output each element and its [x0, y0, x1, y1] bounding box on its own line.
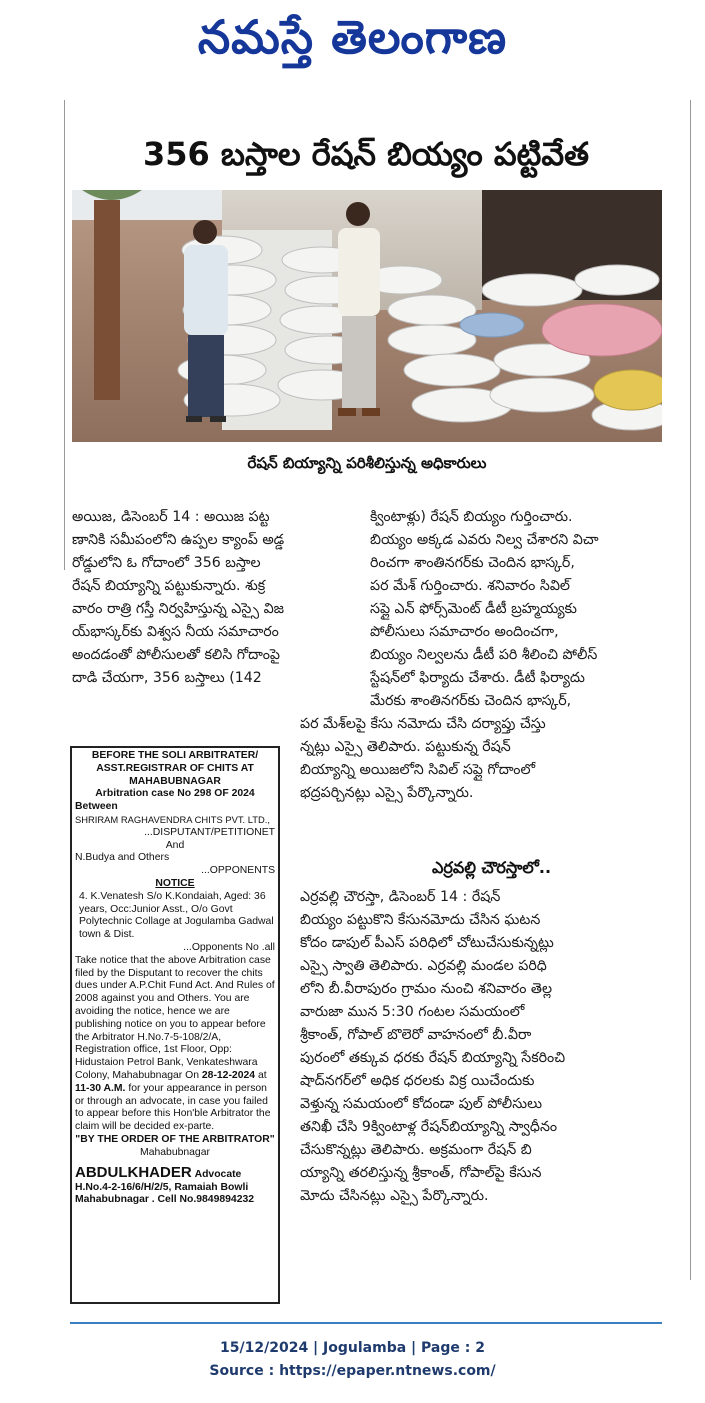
notice-body-text-cont: for your appearance in person or through an advocate, in case you failed to appear before this Hon'ble Arbitrator the claim will be decided ex-parte.: [75, 1082, 271, 1133]
body-line: శ్రీకాంత్, గోపాల్ బొలెరో వాహనంలో బీ.వీరా: [300, 1027, 532, 1043]
advocate-title: Advocate: [194, 1168, 242, 1180]
notice-petitioner: SHRIRAM RAGHAVENDRA CHITS PVT. LTD.,: [75, 813, 270, 825]
photo-caption: రేషన్ బియ్యాన్ని పరిశీలిస్తున్న అధికారులు: [247, 454, 487, 472]
notice-time: 11-30 A.M.: [75, 1082, 126, 1094]
article-second-section: [300, 886, 672, 1208]
body-line: దాడి చేయగా, 356 బస్తాలు (142: [72, 670, 262, 686]
notice-heading: NOTICE: [155, 877, 195, 889]
footer-source-link[interactable]: Source : https://epaper.ntnews.com/: [209, 1363, 496, 1379]
notice-order-place: Mahabubnagar: [140, 1146, 210, 1158]
body-line: అందడంతో పోలీసులతో కలిసి గోదాంపై: [72, 647, 280, 663]
notice-date: 28-12-2024: [201, 1069, 256, 1081]
advocate-signature: [75, 1164, 275, 1182]
notice-respondents: N.Budya and Others: [75, 852, 170, 864]
notice-opponent-role: ...Opponents No .all: [183, 941, 275, 953]
notice-petitioner-role: ...DISPUTANT/PETITIONET: [144, 826, 275, 838]
body-line: కోదం డాపుల్ పీఎస్ పరిధిలో చోటుచేసుకున్నట్లు: [300, 935, 554, 951]
masthead-title: నమస్తే తెలంగాణ: [197, 10, 508, 64]
notice-title-line: MAHABUBNAGAR: [129, 775, 221, 787]
notice-body: [75, 955, 275, 1134]
article-left-column: [72, 506, 358, 690]
advocate-contact: Mahabubnagar . Cell No.9849894232: [75, 1194, 255, 1206]
cutoff-text-strip: [70, 96, 670, 102]
notice-opponent-details: 4. K.Venatesh S/o K.Kondaiah, Aged: 36 years, Occ:Junior Asst., O/o Govt Polytechnic Collage at Jogulamba Gadwal town & Dist.: [79, 890, 274, 941]
body-line: వెళ్తున్న సమయంలో కోదండా పుల్ పోలీసులు: [300, 1096, 543, 1112]
notice-respondents-role: ...OPPONENTS: [201, 865, 275, 877]
article-headline: 356 బస్తాల రేషన్ బియ్యం పట్టివేత: [142, 135, 590, 173]
body-line: పర మేశ్‌లపై కేసు నమోదు చేసి దర్యాప్తు చేస్తు: [300, 716, 546, 732]
body-line: పోలీసులు సమాచారం అందించగా,: [370, 624, 559, 640]
column-rule-right: [690, 100, 691, 1280]
advocate-name: ABDULKHADER: [75, 1163, 192, 1181]
body-line: రించగా శాంతినగర్‌కు చెందిన భాస్కర్,: [370, 555, 575, 571]
body-line: మోదు చేసినట్లు ఎస్సై పేర్కొన్నారు.: [300, 1188, 489, 1204]
body-line: ణానికి సమీపంలోని ఉప్పల క్యాంప్ అడ్డ: [72, 532, 285, 548]
body-line: య్‌భాస్కర్‌కు విశ్వస నీయ సమాచారం: [72, 624, 279, 640]
notice-title-line: ASST.REGISTRAR OF CHITS AT: [96, 762, 254, 774]
body-line: బియ్యం అక్కడ ఎవరు నిల్వ చేశారని విచా: [370, 532, 599, 548]
body-line: బియ్యం నిల్వలను డీటీ పరి శీలించి పోలీస్: [370, 647, 598, 663]
masthead: [0, 6, 705, 68]
body-line: చేసుకొన్నట్లు తెలిపారు. అక్రమంగా రేషన్ బి: [300, 1142, 532, 1158]
footer-date-line: 15/12/2024 | Jogulamba | Page : 2: [220, 1340, 485, 1356]
body-line: లోని బీ.వీరాపురం గ్రామం నుంచి శనివారం తెల్ల: [300, 981, 553, 997]
body-line: స్టేషన్‌లో ఫిర్యాదు చేశారు. డీటీ ఫిర్యాదు: [370, 670, 585, 686]
body-line: వారుజా మున 5:30 గంటల సమయంలో: [300, 1004, 525, 1020]
notice-title-line: BEFORE THE SOLI ARBITRATER/: [91, 750, 259, 761]
body-line: మేరకు శాంతినగర్‌కు చెందిన భాస్కర్,: [370, 693, 572, 709]
legal-notice-box: [70, 746, 280, 1304]
body-line: రేషన్ బియ్యాన్ని పట్టుకున్నారు. శుక్ర: [72, 578, 266, 594]
article-right-column-cont: [300, 713, 672, 805]
article-subhead: ఎర్రవల్లి చౌరస్తాలో..: [432, 858, 552, 877]
body-line: సప్లై ఎన్ ఫోర్స్‌మెంట్ డీటీ బ్రహ్మయ్యకు: [370, 601, 577, 617]
body-line: అయిజ, డిసెంబర్ 14 : అయిజ పట్ట: [72, 509, 270, 525]
notice-and: And: [165, 839, 185, 851]
body-line: బియ్యం పట్టుకొని కేసునమోదు చేసిన ఘటన: [300, 912, 541, 928]
article-photo: [72, 190, 662, 442]
body-line: క్వింటాళ్లు) రేషన్ బియ్యం గుర్తించారు.: [370, 509, 573, 525]
body-line: పర మేశ్ గుర్తించారు. శనివారం సివిల్: [370, 578, 570, 594]
body-line: ఎర్రవల్లి చౌరస్తా, డిసెంబర్ 14 : రేషన్: [300, 889, 501, 905]
body-line: భద్రపర్చినట్లు ఎస్సై పేర్కొన్నారు.: [300, 785, 474, 801]
column-rule-left: [64, 100, 65, 570]
body-line: రోడ్డులోని ఓ గోదాంలో 356 బస్తాల: [72, 555, 261, 571]
body-line: య్యాన్ని తరలిస్తున్న శ్రీకాంత్, గోపాల్‌పై కేసున: [300, 1165, 542, 1181]
body-line: వారం రాత్రి గస్తీ నిర్వహిస్తున్న ఎస్సై విజ: [72, 601, 285, 617]
article-right-column: [370, 506, 670, 713]
body-line: షాద్‌నగర్‌లో అధిక ధరలకు విక్ర యిచేందుకు: [300, 1073, 535, 1089]
notice-case-number: Arbitration case No 298 OF 2024: [95, 788, 255, 800]
body-line: ఎస్సై స్వాతి తెలిపారు. ఎర్రవల్లి మండల పరిధి: [300, 958, 547, 974]
body-line: పురంలో తక్కువ ధరకు రేషన్ బియ్యాన్ని సేకరించి: [300, 1050, 566, 1066]
advocate-address: H.No.4-2-16/6/H/2/5, Ramaiah Bowli: [75, 1181, 249, 1193]
notice-body-text: Take notice that the above Arbitration case filed by the Disputant to recover the chits dues under A.P.Chit Fund Act. And Rules of 2008 against you and Others. You are avoiding the notice, hence we are publishing notice on you to appear before the Arbitrator H.No.7-5-108/2/A, Registration office, 1st Floor, Opp: Hidustaion Petrol Bank, Venkateshwara Colony, Mahabubnagar On: [75, 954, 275, 1081]
notice-between: Between: [75, 801, 118, 813]
footer-rule: [70, 1322, 662, 1324]
body-line: న్నట్లు ఎస్సై తెలిపారు. పట్టుకున్న రేషన్: [300, 739, 511, 755]
body-line: బియ్యాన్ని అయిజలోని సివిల్ సప్లై గోదాంలో: [300, 762, 536, 778]
notice-order-line: "BY THE ORDER OF THE ARBITRATOR": [75, 1133, 275, 1145]
body-line: తనిఖీ చేసి 9క్వింటాళ్ల రేషన్‌బియ్యాన్ని స్వాధీనం: [300, 1119, 558, 1135]
notice-at-word: at: [257, 1069, 267, 1081]
